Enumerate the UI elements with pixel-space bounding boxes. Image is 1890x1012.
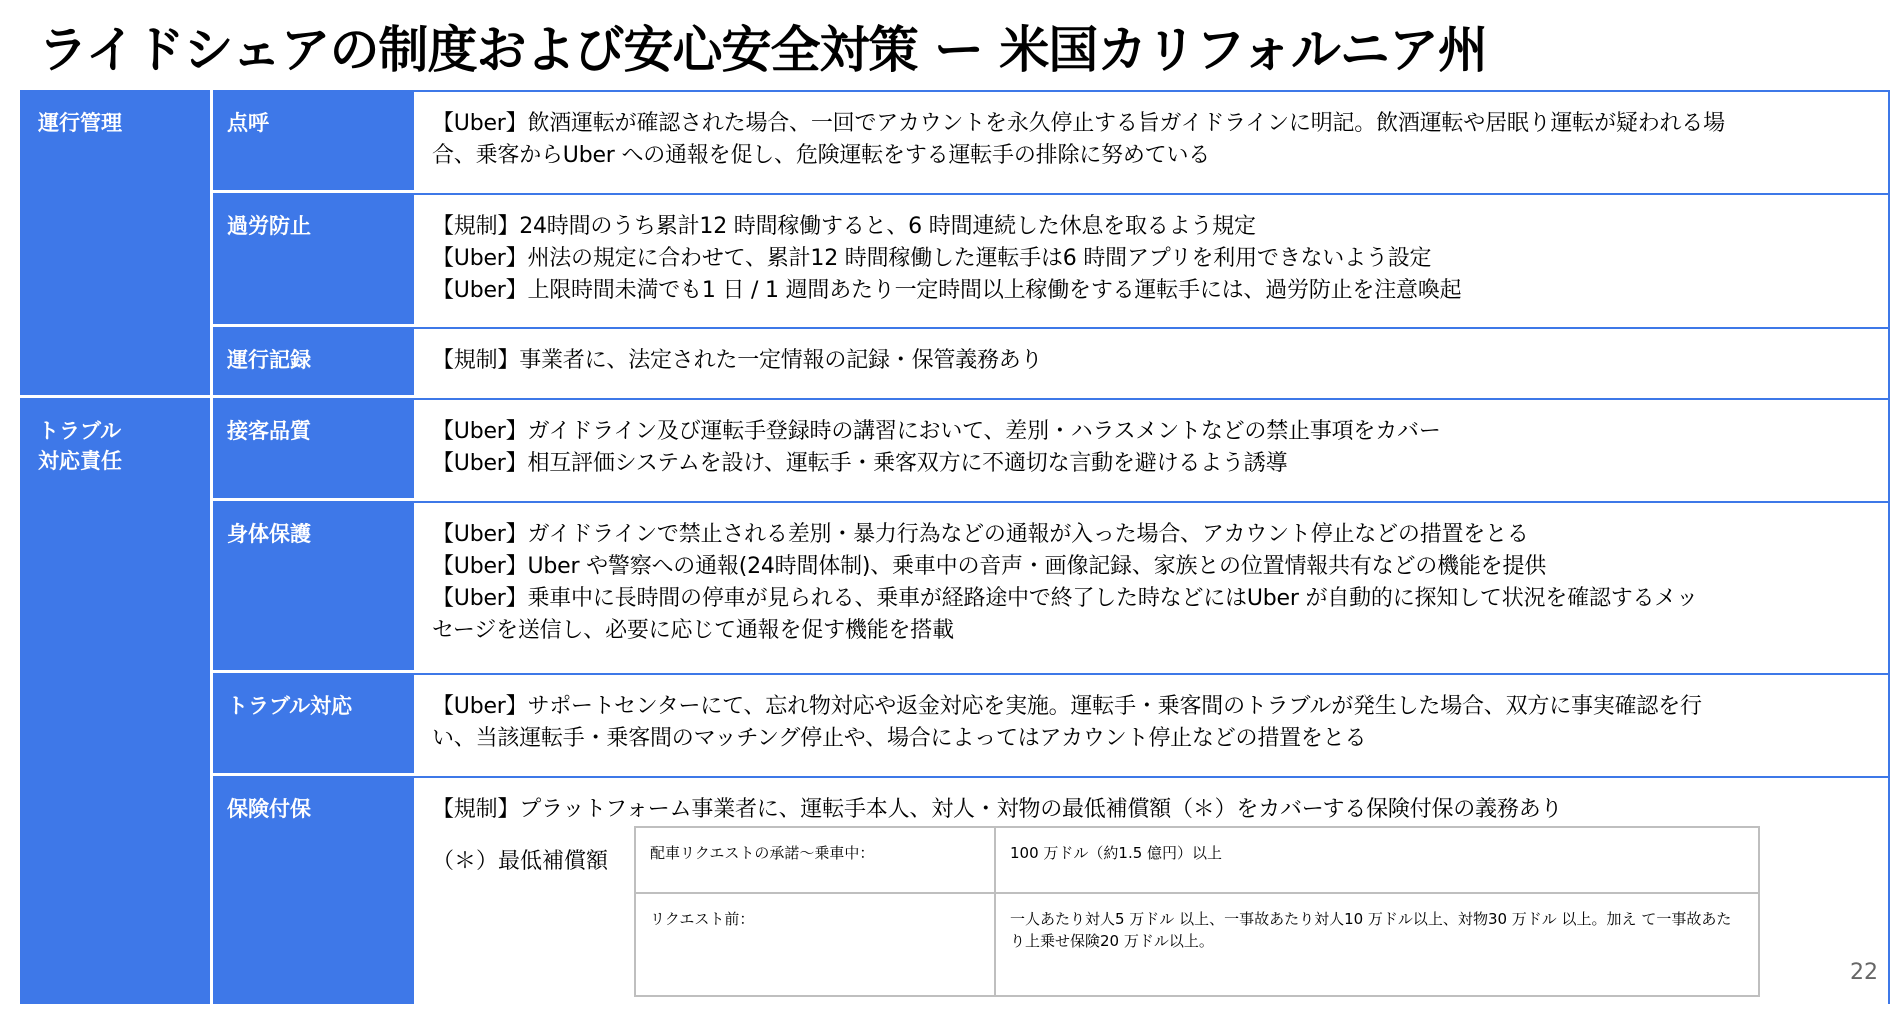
desc-line: 【Uber】Uber や警察への通報(24時間体制)、乗車中の音声・画像記録、家族との位置情報共有などの機能を提供 [432,554,1547,579]
desc-line: 【Uber】乗車中に長時間の停車が見られる、乗車が経路途中で終了した時などにはUber が自動的に探知して状況を確認するメッ [432,586,1698,611]
table-cell: 一人あたり対人5 万ドル 以上、一事故あたり対人10 万ドル以上、対物30 万ドル 以上。加え て一事故あたり上乗せ保険20 万ドル以上。 [995,893,1759,996]
row-description [414,327,1890,398]
desc-line: 【Uber】ガイドラインで禁止される差別・暴力行為などの通報が入った場合、アカウント停止などの措置をとる [432,522,1529,547]
row-description [414,398,1890,501]
page-title: ライドシェアの制度および安心安全対策 ー 米国カリフォルニア州 [38,21,1487,79]
category-label: 運行管理 [38,111,122,135]
category-label: 対応責任 [38,449,122,473]
category-label: トラブル [38,419,122,443]
subcategory-service-quality: 接客品質 [210,398,414,501]
minimum-coverage-table [634,826,1760,997]
desc-line: 【規制】事業者に、法定された一定情報の記録・保管義務あり [432,348,1043,373]
desc-line: 【Uber】相互評価システムを設け、運転手・乗客双方に不適切な言動を避けるよう誘導 [432,451,1288,476]
row-description [414,90,1890,193]
category-trouble-response [20,398,210,1004]
table-cell: リクエスト前： [635,893,995,996]
subcategory-trouble-handling: トラブル対応 [210,673,414,776]
row-description [414,673,1890,776]
table-cell: 100 万ドル（約1.5 億円）以上 [995,827,1759,893]
table-row [635,827,1759,893]
row-description [414,776,1890,1004]
desc-line: 【規制】プラットフォーム事業者に、運転手本人、対人・対物の最低補償額（＊）をカバーする保険付保の義務あり [432,797,1563,822]
desc-line: 【Uber】ガイドライン及び運転手登録時の講習において、差別・ハラスメントなどの禁止事項をカバー [432,419,1441,444]
subcategory-operation-records: 運行記録 [210,327,414,398]
subcategory-physical-protection: 身体保護 [210,501,414,673]
insurance-note: （＊）最低補償額 [432,849,609,874]
page-number: 22 [1850,960,1878,985]
desc-line: 合、乗客からUber への通報を促し、危険運転をする運転手の排除に努めている [432,143,1211,168]
subcategory-overwork-prevention: 過労防止 [210,193,414,327]
desc-line: 【Uber】サポートセンターにて、忘れ物対応や返金対応を実施。運転手・乗客間のトラブルが発生した場合、双方に事実確認を行 [432,694,1702,719]
desc-line: 【Uber】飲酒運転が確認された場合、一回でアカウントを永久停止する旨ガイドラインに明記。飲酒運転や居眠り運転が疑われる場 [432,111,1725,136]
row-description [414,501,1890,673]
desc-line: い、当該運転手・乗客間のマッチング停止や、場合によってはアカウント停止などの措置をとる [432,726,1367,751]
desc-line: セージを送信し、必要に応じて通報を促す機能を搭載 [432,618,954,643]
category-operations [20,90,210,398]
table-cell: 配車リクエストの承諾～乗車中： [635,827,995,893]
desc-line: 【規制】24時間のうち累計12 時間稼働すると、6 時間連続した休息を取るよう規定 [432,214,1256,239]
subcategory-insurance: 保険付保 [210,776,414,1004]
policy-table [20,90,1890,1004]
subcategory-roll-call: 点呼 [210,90,414,193]
table-row [635,893,1759,996]
desc-line: 【Uber】州法の規定に合わせて、累計12 時間稼働した運転手は6 時間アプリを利用できないよう設定 [432,246,1432,271]
desc-line: 【Uber】上限時間未満でも1 日 / 1 週間あたり一定時間以上稼働をする運転手には、過労防止を注意喚起 [432,278,1462,303]
row-description [414,193,1890,327]
